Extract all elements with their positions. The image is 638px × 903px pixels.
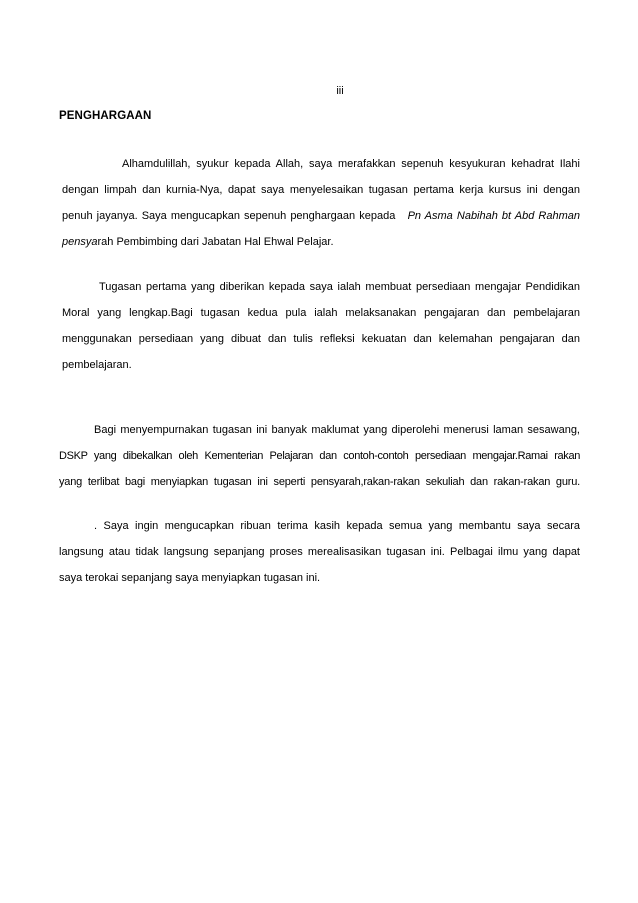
paragraph-line	[62, 203, 580, 229]
paragraph-line: saya terokai sepanjang saya menyiapkan tugasan ini.	[59, 572, 321, 584]
paragraph-line: pembelajaran.	[62, 359, 132, 371]
paragraph-text: penuh jayanya. Saya mengucapkan sepenuh penghargaan kepada	[62, 210, 396, 222]
supervisor-title-italic: pensya	[62, 236, 98, 248]
paragraph-acknowledgement-4	[59, 513, 580, 591]
paragraph-line: dengan limpah dan kurnia-Nya, dapat saya menyelesaikan tugasan pertama kerja kursus ini dengan	[62, 184, 580, 196]
paragraph-line: Bagi menyempurnakan tugasan ini banyak maklumat yang diperolehi menerusi laman sesawang,	[94, 424, 580, 436]
paragraph-line: yang terlibat bagi menyiapkan tugasan ini seperti pensyarah,rakan-rakan sekuliah dan rakan-rakan guru.	[59, 476, 580, 488]
page-title: PENGHARGAAN	[59, 110, 152, 122]
paragraph-acknowledgement-1	[62, 151, 580, 255]
paragraph-line: DSKP yang dibekalkan oleh Kementerian Pelajaran dan contoh-contoh persediaan mengajar.Ramai rakan	[59, 450, 580, 462]
paragraph-acknowledgement-2	[62, 274, 580, 378]
paragraph-text: rah Pembimbing dari Jabatan Hal Ehwal Pelajar.	[97, 236, 334, 248]
paragraph-line: langsung atau tidak langsung sepanjang proses merealisasikan tugasan ini. Pelbagai ilmu yang dapat	[59, 546, 580, 558]
paragraph-line	[62, 229, 580, 255]
page-number: iii	[336, 85, 344, 97]
paragraph-acknowledgement-3	[59, 417, 580, 495]
paragraph-line: Moral yang lengkap.Bagi tugasan kedua pula ialah melaksanakan pengajaran dan pembelajaran	[62, 307, 580, 319]
paragraph-line: Tugasan pertama yang diberikan kepada saya ialah membuat persediaan mengajar Pendidikan	[99, 281, 580, 293]
paragraph-line: Alhamdulillah, syukur kepada Allah, saya merafakkan sepenuh kesyukuran kehadrat Ilahi	[122, 158, 580, 170]
paragraph-line: menggunakan persediaan yang dibuat dan tulis refleksi kekuatan dan kelemahan pengajaran dan	[62, 333, 580, 345]
paragraph-line: . Saya ingin mengucapkan ribuan terima kasih kepada semua yang membantu saya secara	[94, 520, 580, 532]
supervisor-name: Pn Asma Nabihah bt Abd Rahman	[407, 210, 580, 222]
